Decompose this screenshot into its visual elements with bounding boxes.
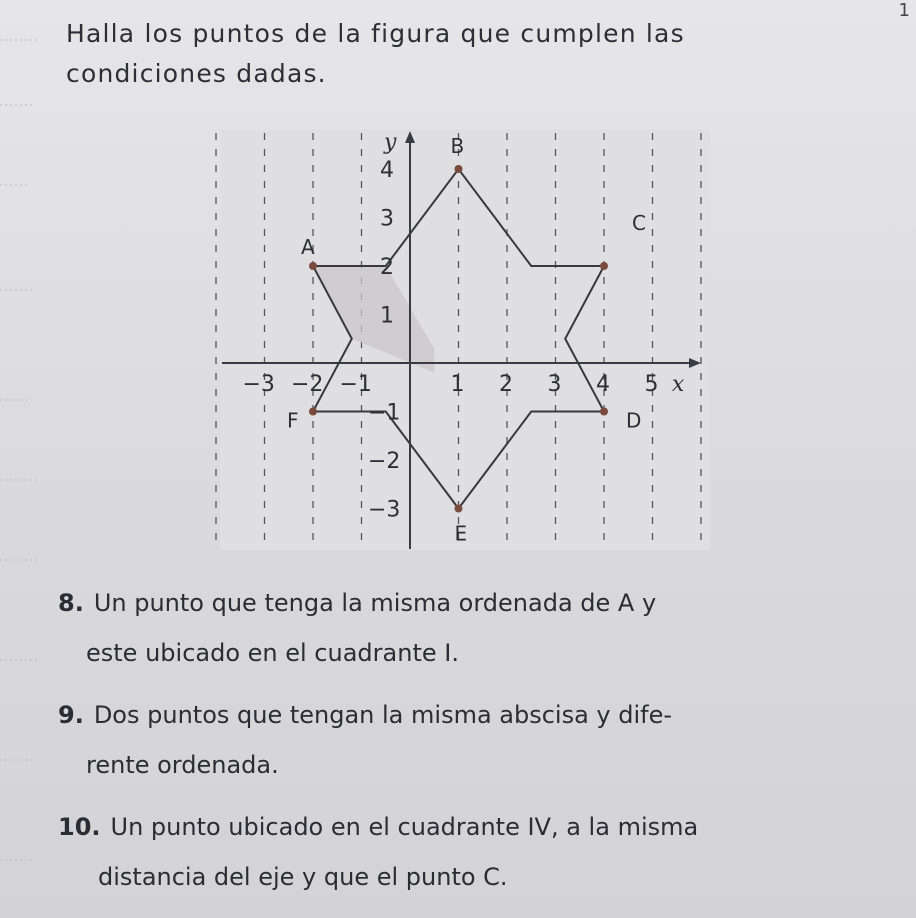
y-tick-label: 4: [380, 158, 394, 183]
x-axis-label: x: [671, 372, 685, 397]
page-marker: 1: [898, 0, 910, 21]
x-tick-label: 5: [644, 372, 659, 397]
question-number: 10.: [58, 813, 101, 841]
graph-background: [220, 130, 710, 550]
coordinate-graph: [200, 125, 730, 555]
x-tick-label: 1: [450, 372, 465, 397]
point-e-label: E: [454, 521, 468, 546]
y-tick-label: −1: [368, 400, 401, 426]
instruction-line-2: condiciones dadas.: [66, 59, 327, 88]
point-e-marker: [455, 505, 463, 513]
point-b-label: B: [450, 134, 465, 158]
x-tick-label: 4: [596, 372, 610, 397]
question-10: [58, 802, 888, 902]
margin-decoration: [0, 0, 60, 918]
question-text: Un punto ubicado en el cuadrante IV, a la misma: [110, 813, 699, 841]
x-tick-labels: [243, 372, 659, 397]
y-tick-label: −2: [368, 449, 401, 474]
question-text-continued: distancia del eje y que el punto C.: [98, 863, 508, 891]
point-a-marker: [309, 262, 317, 270]
x-tick-label: 3: [547, 372, 562, 397]
question-number: 8.: [58, 589, 84, 617]
question-text: Dos puntos que tengan la misma abscisa y dife-: [93, 701, 673, 729]
point-c-label: C: [632, 211, 646, 235]
point-d-label: D: [626, 408, 642, 433]
x-tick-label: −1: [339, 372, 372, 397]
x-tick-label: 2: [499, 372, 513, 397]
x-tick-label: −3: [242, 372, 275, 397]
point-f-label: F: [287, 408, 299, 433]
instruction-text: [66, 14, 866, 94]
question-number: 9.: [58, 701, 84, 729]
question-text-continued: rente ordenada.: [86, 751, 279, 779]
y-tick-label: 3: [380, 206, 394, 232]
instruction-line-1: Halla los puntos de la figura que cumplen las: [66, 19, 685, 48]
point-b-marker: [455, 165, 463, 173]
y-tick-label: 2: [380, 255, 394, 280]
question-8: [58, 578, 888, 678]
question-text: Un punto que tenga la misma ordenada de A y: [93, 589, 657, 617]
question-text-continued: este ubicado en el cuadrante I.: [86, 639, 459, 667]
point-f-marker: [309, 408, 317, 416]
point-a-label: A: [301, 235, 315, 259]
y-axis-label: y: [384, 130, 397, 155]
point-d-marker: [600, 408, 608, 416]
question-9: [58, 690, 888, 790]
y-tick-label: 1: [380, 303, 394, 329]
x-tick-label: −2: [291, 372, 324, 397]
point-c-marker: [600, 262, 608, 270]
y-tick-label: −3: [368, 497, 401, 523]
